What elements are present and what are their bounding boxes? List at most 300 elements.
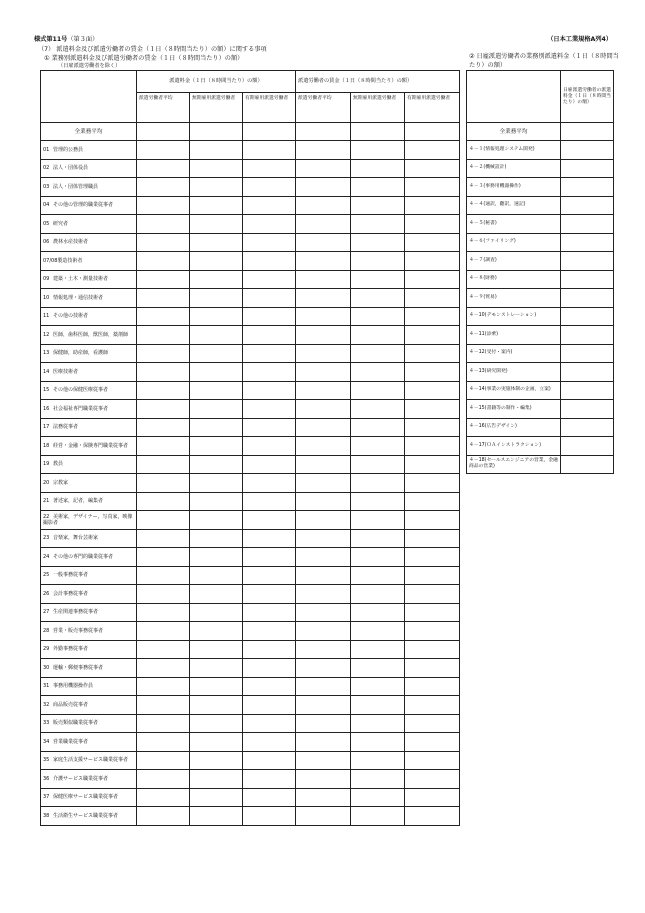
input-cell[interactable] [190,659,243,678]
input-cell[interactable] [190,492,243,511]
occupation-name: 保健医療サービス職業従事者 [53,794,119,801]
input-cell[interactable] [405,381,460,400]
input-cell[interactable] [296,733,351,752]
input-cell[interactable] [190,437,243,456]
input-cell[interactable] [190,270,243,289]
input-cell[interactable] [137,123,190,141]
side-occupation-label: ４－２(機械設計) [467,159,561,178]
input-cell[interactable] [190,418,243,437]
input-cell[interactable] [405,603,460,622]
input-cell[interactable] [561,289,614,308]
input-cell[interactable] [190,363,243,382]
input-cell[interactable] [351,141,405,160]
input-cell[interactable] [137,622,190,641]
input-cell[interactable] [351,622,405,641]
input-cell[interactable] [137,603,190,622]
input-cell[interactable] [190,677,243,696]
input-cell[interactable] [243,807,296,826]
side-occupation-label: ４－11(添乗) [467,326,561,345]
input-cell[interactable] [243,344,296,363]
input-cell[interactable] [351,307,405,326]
input-cell[interactable] [137,252,190,271]
input-cell[interactable] [405,455,460,474]
input-cell[interactable] [561,141,614,160]
input-cell[interactable] [405,233,460,252]
input-cell[interactable] [561,455,614,474]
table-row [41,215,460,234]
input-cell[interactable] [137,474,190,493]
wage-group-header: 派遣労働者の賃金（１日（８時間当たり）の額） [296,71,460,93]
input-cell[interactable] [190,381,243,400]
input-cell[interactable] [351,178,405,197]
input-cell[interactable] [561,178,614,197]
input-cell[interactable] [351,566,405,585]
input-cell[interactable] [296,696,351,715]
input-cell[interactable] [405,363,460,382]
input-cell[interactable] [137,307,190,326]
input-cell[interactable] [296,141,351,160]
occupation-name: 商品販売従事者 [53,701,89,708]
table-row [41,640,460,659]
input-cell[interactable] [243,511,296,530]
input-cell[interactable] [190,770,243,789]
input-cell[interactable] [190,307,243,326]
input-cell[interactable] [405,215,460,234]
occupation-name: 経営・金融・保険専門職業従事者 [53,442,129,449]
occupation-name: 研究者 [53,220,69,227]
occupation-name: 生活衛生サービス職業従事者 [53,812,119,819]
occupation-name: 建築・土木・測量技術者 [53,276,109,283]
input-cell[interactable] [190,215,243,234]
input-cell[interactable] [243,548,296,567]
input-cell[interactable] [351,714,405,733]
occupation-label [41,196,137,215]
input-cell[interactable] [137,511,190,530]
input-cell[interactable] [296,511,351,530]
input-cell[interactable] [405,585,460,604]
input-cell[interactable] [296,751,351,770]
input-cell[interactable] [561,307,614,326]
standard-label: （日本工業規格A列4） [547,36,612,43]
table-row [41,270,460,289]
input-cell[interactable] [405,770,460,789]
input-cell[interactable] [351,400,405,419]
occupation-name: 運輸・郵便事務従事者 [53,664,104,671]
input-cell[interactable] [137,659,190,678]
input-cell[interactable] [296,196,351,215]
side-row [467,437,614,456]
input-cell[interactable] [351,788,405,807]
input-cell[interactable] [137,437,190,456]
input-cell[interactable] [243,159,296,178]
input-cell[interactable] [296,400,351,419]
input-cell[interactable] [405,751,460,770]
input-cell[interactable] [351,751,405,770]
input-cell[interactable] [296,566,351,585]
input-cell[interactable] [351,548,405,567]
input-cell[interactable] [296,123,351,141]
input-cell[interactable] [351,233,405,252]
input-cell[interactable] [296,622,351,641]
table-row [41,381,460,400]
input-cell[interactable] [296,215,351,234]
input-cell[interactable] [190,585,243,604]
input-cell[interactable] [243,270,296,289]
input-cell[interactable] [137,455,190,474]
input-cell[interactable] [190,603,243,622]
input-cell[interactable] [243,141,296,160]
input-cell[interactable] [351,363,405,382]
input-cell[interactable] [405,178,460,197]
input-cell[interactable] [351,196,405,215]
input-cell[interactable] [561,159,614,178]
input-cell[interactable] [137,714,190,733]
occupation-label [41,141,137,160]
input-cell[interactable] [243,696,296,715]
input-cell[interactable] [296,159,351,178]
input-cell[interactable] [137,344,190,363]
input-cell[interactable] [351,418,405,437]
input-cell[interactable] [190,511,243,530]
input-cell[interactable] [190,252,243,271]
input-cell[interactable] [351,215,405,234]
input-cell[interactable] [190,344,243,363]
input-cell[interactable] [243,733,296,752]
input-cell[interactable] [137,566,190,585]
input-cell[interactable] [351,437,405,456]
input-cell[interactable] [190,196,243,215]
input-cell[interactable] [351,159,405,178]
occupation-name: 法人・団体役員 [53,165,89,172]
input-cell[interactable] [405,326,460,345]
input-cell[interactable] [351,603,405,622]
input-cell[interactable] [137,751,190,770]
input-cell[interactable] [137,400,190,419]
input-cell[interactable] [405,640,460,659]
occupation-name: その他の専門的職業従事者 [53,553,114,560]
input-cell[interactable] [243,714,296,733]
input-cell[interactable] [137,141,190,160]
input-cell[interactable] [296,178,351,197]
input-cell[interactable] [296,418,351,437]
input-cell[interactable] [405,677,460,696]
input-cell[interactable] [296,714,351,733]
occupation-label [41,326,137,345]
input-cell[interactable] [243,233,296,252]
input-cell[interactable] [243,307,296,326]
occupation-label [41,714,137,733]
input-cell[interactable] [405,289,460,308]
input-cell[interactable] [190,807,243,826]
input-cell[interactable] [243,252,296,271]
input-cell[interactable] [243,622,296,641]
input-cell[interactable] [296,770,351,789]
input-cell[interactable] [243,178,296,197]
input-cell[interactable] [190,123,243,141]
input-cell[interactable] [137,215,190,234]
input-cell[interactable] [405,714,460,733]
input-cell[interactable] [137,159,190,178]
input-cell[interactable] [137,289,190,308]
input-cell[interactable] [405,529,460,548]
input-cell[interactable] [243,529,296,548]
input-cell[interactable] [351,677,405,696]
input-cell[interactable] [351,585,405,604]
input-cell[interactable] [296,307,351,326]
occupation-label [41,437,137,456]
input-cell[interactable] [243,363,296,382]
occupation-name: その他の管理的職業従事者 [53,202,114,209]
input-cell[interactable] [243,455,296,474]
input-cell[interactable] [137,326,190,345]
input-cell[interactable] [561,233,614,252]
table-row [41,566,460,585]
input-cell[interactable] [296,381,351,400]
input-cell[interactable] [405,307,460,326]
input-cell[interactable] [243,566,296,585]
input-cell[interactable] [405,548,460,567]
input-cell[interactable] [296,659,351,678]
input-cell[interactable] [405,196,460,215]
input-cell[interactable] [351,659,405,678]
input-cell[interactable] [190,400,243,419]
input-cell[interactable] [137,770,190,789]
input-cell[interactable] [296,326,351,345]
side-row [467,270,614,289]
occupation-number: 18 [43,442,50,449]
table-row [41,141,460,160]
occupation-name: 教員 [53,461,64,468]
input-cell[interactable] [243,400,296,419]
input-cell[interactable] [405,807,460,826]
side-row [467,252,614,271]
input-cell[interactable] [243,492,296,511]
input-cell[interactable] [351,270,405,289]
input-cell[interactable] [137,270,190,289]
occupation-number: 38 [43,812,50,819]
occupation-label [41,418,137,437]
input-cell[interactable] [405,788,460,807]
input-cell[interactable] [137,677,190,696]
input-cell[interactable] [296,252,351,271]
input-cell[interactable] [405,696,460,715]
input-cell[interactable] [405,270,460,289]
input-cell[interactable] [296,548,351,567]
input-cell[interactable] [190,178,243,197]
input-cell[interactable] [190,751,243,770]
input-cell[interactable] [243,751,296,770]
input-cell[interactable] [296,492,351,511]
input-cell[interactable] [561,215,614,234]
occupation-name: 著述家，記者，編集者 [53,498,104,505]
input-cell[interactable] [351,492,405,511]
input-cell[interactable] [405,141,460,160]
input-cell[interactable] [137,529,190,548]
average-label: 全業務平均 [41,123,137,141]
input-cell[interactable] [296,529,351,548]
input-cell[interactable] [351,326,405,345]
input-cell[interactable] [190,529,243,548]
input-cell[interactable] [243,640,296,659]
input-cell[interactable] [405,437,460,456]
input-cell[interactable] [137,418,190,437]
input-cell[interactable] [243,326,296,345]
input-cell[interactable] [405,659,460,678]
input-cell[interactable] [190,696,243,715]
input-cell[interactable] [351,529,405,548]
input-cell[interactable] [190,233,243,252]
input-cell[interactable] [137,788,190,807]
input-cell[interactable] [405,622,460,641]
input-cell[interactable] [296,677,351,696]
input-cell[interactable] [190,326,243,345]
input-cell[interactable] [243,585,296,604]
sub-header: 有期雇用派遣労働者 [243,93,296,123]
occupation-number: 30 [43,664,50,671]
input-cell[interactable] [296,363,351,382]
table-row [41,474,460,493]
input-cell[interactable] [243,196,296,215]
occupation-name: 営業職業従事者 [53,738,89,745]
input-cell[interactable] [351,733,405,752]
input-cell[interactable] [296,344,351,363]
input-cell[interactable] [137,492,190,511]
input-cell[interactable] [405,566,460,585]
input-cell[interactable] [296,474,351,493]
input-cell[interactable] [351,123,405,141]
input-cell[interactable] [137,640,190,659]
input-cell[interactable] [561,326,614,345]
side-occupation-label: ４－12(受付・案内) [467,344,561,363]
input-cell[interactable] [405,492,460,511]
input-cell[interactable] [351,770,405,789]
input-cell[interactable] [190,640,243,659]
input-cell[interactable] [243,677,296,696]
input-cell[interactable] [405,733,460,752]
input-cell[interactable] [137,363,190,382]
input-cell[interactable] [405,511,460,530]
input-cell[interactable] [296,270,351,289]
input-cell[interactable] [351,511,405,530]
input-cell[interactable] [137,548,190,567]
input-cell[interactable] [243,770,296,789]
input-cell[interactable] [137,178,190,197]
input-cell[interactable] [405,418,460,437]
side-row [467,215,614,234]
side-occupation-label: ４－16(広告デザイン) [467,418,561,437]
input-cell[interactable] [137,696,190,715]
input-cell[interactable] [296,788,351,807]
input-cell[interactable] [296,233,351,252]
input-cell[interactable] [351,289,405,308]
input-cell[interactable] [137,233,190,252]
input-cell[interactable] [296,289,351,308]
input-cell[interactable] [190,159,243,178]
input-cell[interactable] [561,363,614,382]
occupation-number: 09 [43,276,50,283]
input-cell[interactable] [351,252,405,271]
input-cell[interactable] [351,455,405,474]
occupation-number: 28 [43,627,50,634]
input-cell[interactable] [351,381,405,400]
input-cell[interactable] [137,807,190,826]
input-cell[interactable] [561,400,614,419]
input-cell[interactable] [190,788,243,807]
input-cell[interactable] [561,437,614,456]
input-cell[interactable] [296,455,351,474]
table-row [41,455,460,474]
input-cell[interactable] [243,659,296,678]
occupation-name: 外勤事務従事者 [53,646,89,653]
input-cell[interactable] [190,141,243,160]
side-occupation-label: ４－13(研究開発) [467,363,561,382]
input-cell[interactable] [351,807,405,826]
input-cell[interactable] [243,437,296,456]
input-cell[interactable] [137,585,190,604]
input-cell[interactable] [405,252,460,271]
input-cell[interactable] [296,585,351,604]
input-cell[interactable] [296,603,351,622]
input-cell[interactable] [351,474,405,493]
side-occupation-label: ４－15(書籍等の制作・編集) [467,400,561,419]
input-cell[interactable] [190,622,243,641]
input-cell[interactable] [243,418,296,437]
input-cell[interactable] [243,123,296,141]
input-cell[interactable] [561,381,614,400]
input-cell[interactable] [561,123,614,141]
input-cell[interactable] [561,252,614,271]
input-cell[interactable] [190,566,243,585]
input-cell[interactable] [190,733,243,752]
occupation-name: 農林水産技術者 [53,239,89,246]
input-cell[interactable] [296,437,351,456]
occupation-number: 32 [43,701,50,708]
input-cell[interactable] [405,474,460,493]
input-cell[interactable] [243,474,296,493]
input-cell[interactable] [351,344,405,363]
input-cell[interactable] [243,603,296,622]
input-cell[interactable] [351,696,405,715]
input-cell[interactable] [296,807,351,826]
input-cell[interactable] [405,159,460,178]
input-cell[interactable] [137,196,190,215]
side-corner-cell [467,71,561,123]
input-cell[interactable] [405,123,460,141]
input-cell[interactable] [190,455,243,474]
input-cell[interactable] [243,788,296,807]
input-cell[interactable] [561,270,614,289]
input-cell[interactable] [243,289,296,308]
input-cell[interactable] [243,215,296,234]
input-cell[interactable] [190,474,243,493]
input-cell[interactable] [561,196,614,215]
input-cell[interactable] [351,640,405,659]
input-cell[interactable] [190,289,243,308]
table-row [41,714,460,733]
input-cell[interactable] [405,400,460,419]
input-cell[interactable] [243,381,296,400]
input-cell[interactable] [190,714,243,733]
table-row [41,622,460,641]
input-cell[interactable] [296,640,351,659]
input-cell[interactable] [137,381,190,400]
input-cell[interactable] [561,344,614,363]
input-cell[interactable] [190,548,243,567]
input-cell[interactable] [561,418,614,437]
input-cell[interactable] [405,344,460,363]
table-row [41,733,460,752]
input-cell[interactable] [137,733,190,752]
